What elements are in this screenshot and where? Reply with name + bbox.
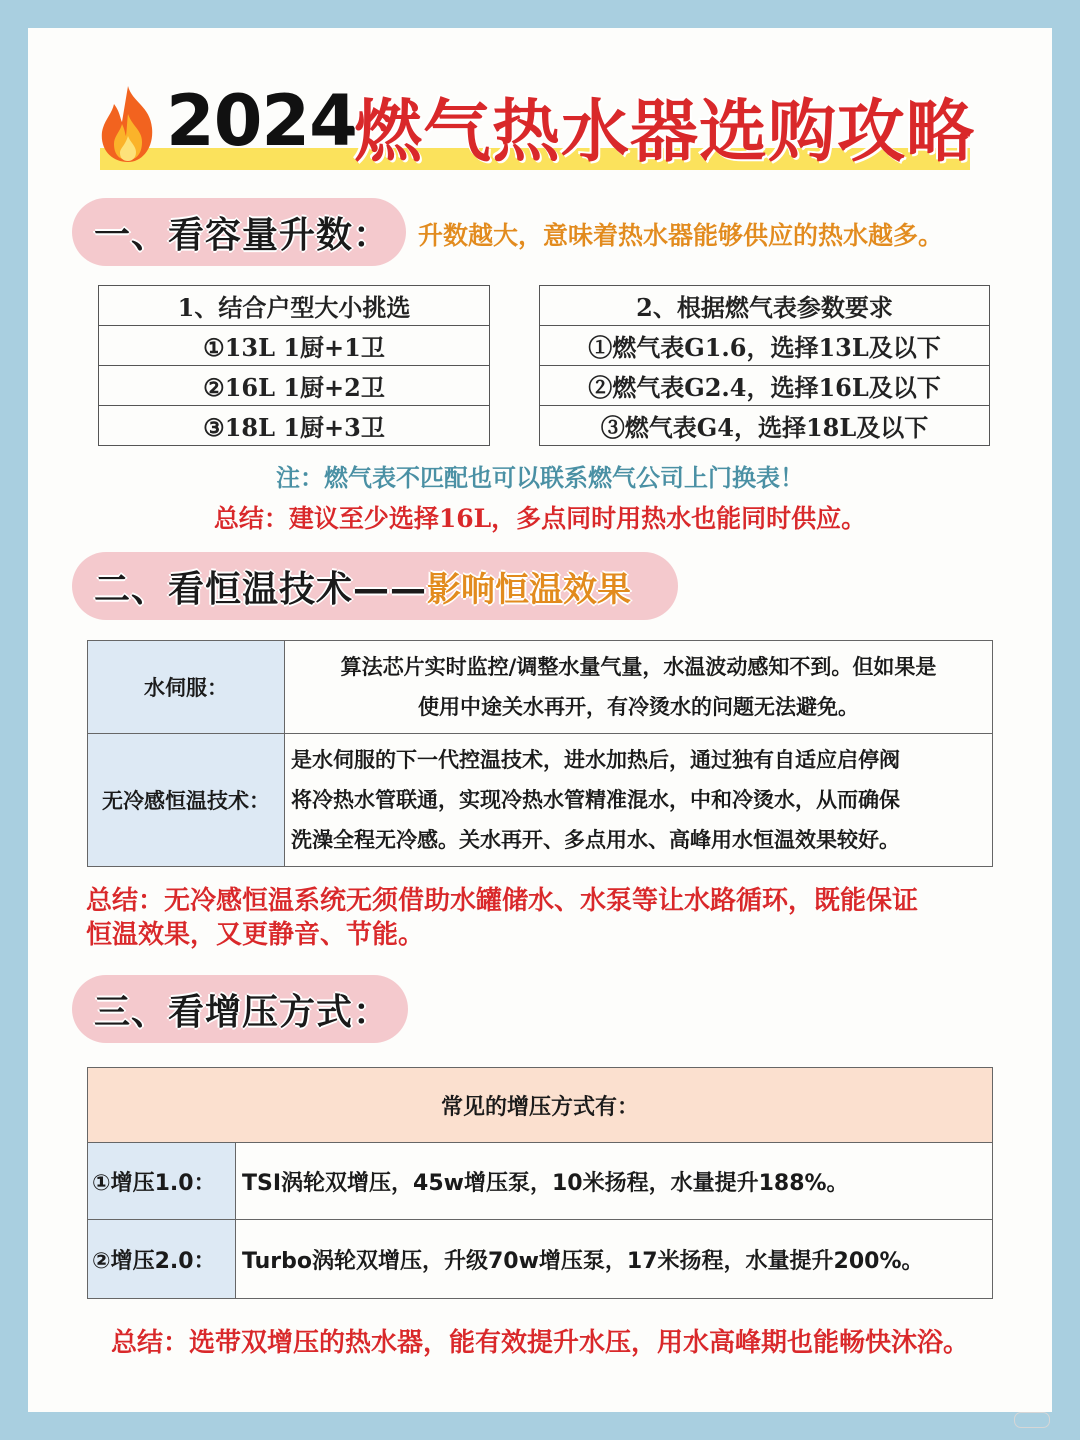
- table-row: [88, 1068, 993, 1143]
- section3-heading: 三、看增压方式：: [94, 991, 391, 1033]
- table-label: 水伺服：: [88, 641, 285, 734]
- section1-heading-pill: [72, 198, 406, 266]
- table-cell: ③燃气表G4，选择18L及以下: [540, 406, 990, 446]
- table-cell: ①13L 1厨+1卫: [99, 326, 490, 366]
- section2-heading-pill: [72, 552, 678, 620]
- table-label: 无冷感恒温技术：: [88, 734, 285, 867]
- gas-meter-table: [539, 285, 990, 446]
- table-header: 1、结合户型大小挑选: [99, 286, 490, 326]
- table-line: 使用中途关水再开，有冷烫水的问题无法避免。: [418, 695, 859, 719]
- summary-line: 恒温效果，又更静音、节能。: [86, 920, 425, 950]
- table-cell: ③18L 1厨+3卫: [99, 406, 490, 446]
- table-cell: [285, 641, 993, 734]
- table-row: [540, 366, 990, 406]
- section2-heading-accent: 影响恒温效果: [427, 569, 632, 610]
- table-label: ②增压2.0：: [88, 1220, 236, 1299]
- table-line: 是水伺服的下一代控温技术，进水加热后，通过独有自适应启停阀: [291, 748, 900, 772]
- table-row: [88, 1143, 993, 1220]
- table-line: 将冷热水管联通，实现冷热水管精准混水，中和冷烫水，从而确保: [291, 788, 900, 812]
- table-line: 算法芯片实时监控/调整水量气量，水温波动感知不到。但如果是: [340, 655, 937, 679]
- table-row: [540, 406, 990, 446]
- table-row: [99, 366, 490, 406]
- table-cell: ②16L 1厨+2卫: [99, 366, 490, 406]
- table-cell: TSI涡轮双增压，45w增压泵，10米扬程，水量提升188%。: [236, 1143, 993, 1220]
- section2-summary: [86, 884, 1046, 952]
- table-row: [540, 326, 990, 366]
- table-row: [540, 286, 990, 326]
- table-header: 常见的增压方式有：: [88, 1068, 993, 1143]
- booster-table: [87, 1067, 993, 1299]
- table-row: [99, 326, 490, 366]
- fire-icon: [92, 84, 164, 164]
- section1-heading: 一、看容量升数：: [94, 214, 391, 256]
- section3-summary: 总结：选带双增压的热水器，能有效提升水压，用水高峰期也能畅快沐浴。: [110, 1328, 969, 1358]
- thermostat-table: [87, 640, 993, 867]
- table-cell: ①燃气表G1.6，选择13L及以下: [540, 326, 990, 366]
- table-row: [88, 641, 993, 734]
- section1-summary: 总结：建议至少选择16L，多点同时用热水也能同时供应。: [213, 504, 867, 533]
- table-label: ①增压1.0：: [88, 1143, 236, 1220]
- title-block: [92, 78, 982, 178]
- table-cell: ②燃气表G2.4，选择16L及以下: [540, 366, 990, 406]
- table-line: 洗澡全程无冷感。关水再开、多点用水、高峰用水恒温效果较好。: [291, 828, 900, 852]
- table-row: [88, 734, 993, 867]
- section2-heading: 二、看恒温技术——: [94, 568, 428, 610]
- table-row: [88, 1220, 993, 1299]
- table-cell: Turbo涡轮双增压，升级70w增压泵，17米扬程，水量提升200%。: [236, 1220, 993, 1299]
- title-year: 2024: [166, 80, 357, 162]
- household-size-table: [98, 285, 490, 446]
- section1-description: 升数越大，意味着热水器能够供应的热水越多。: [418, 221, 944, 250]
- table-header: 2、根据燃气表参数要求: [540, 286, 990, 326]
- table-row: [99, 406, 490, 446]
- section1-note: 注：燃气表不匹配也可以联系燃气公司上门换表！: [276, 463, 804, 492]
- table-cell: [285, 734, 993, 867]
- section3-heading-pill: [72, 975, 408, 1043]
- watermark-badge: [1014, 1412, 1050, 1428]
- table-row: [99, 286, 490, 326]
- summary-line: 总结：无冷感恒温系统无须借助水罐储水、水泵等让水路循环，既能保证: [86, 886, 919, 916]
- title-main: 燃气热水器选购攻略: [354, 92, 976, 172]
